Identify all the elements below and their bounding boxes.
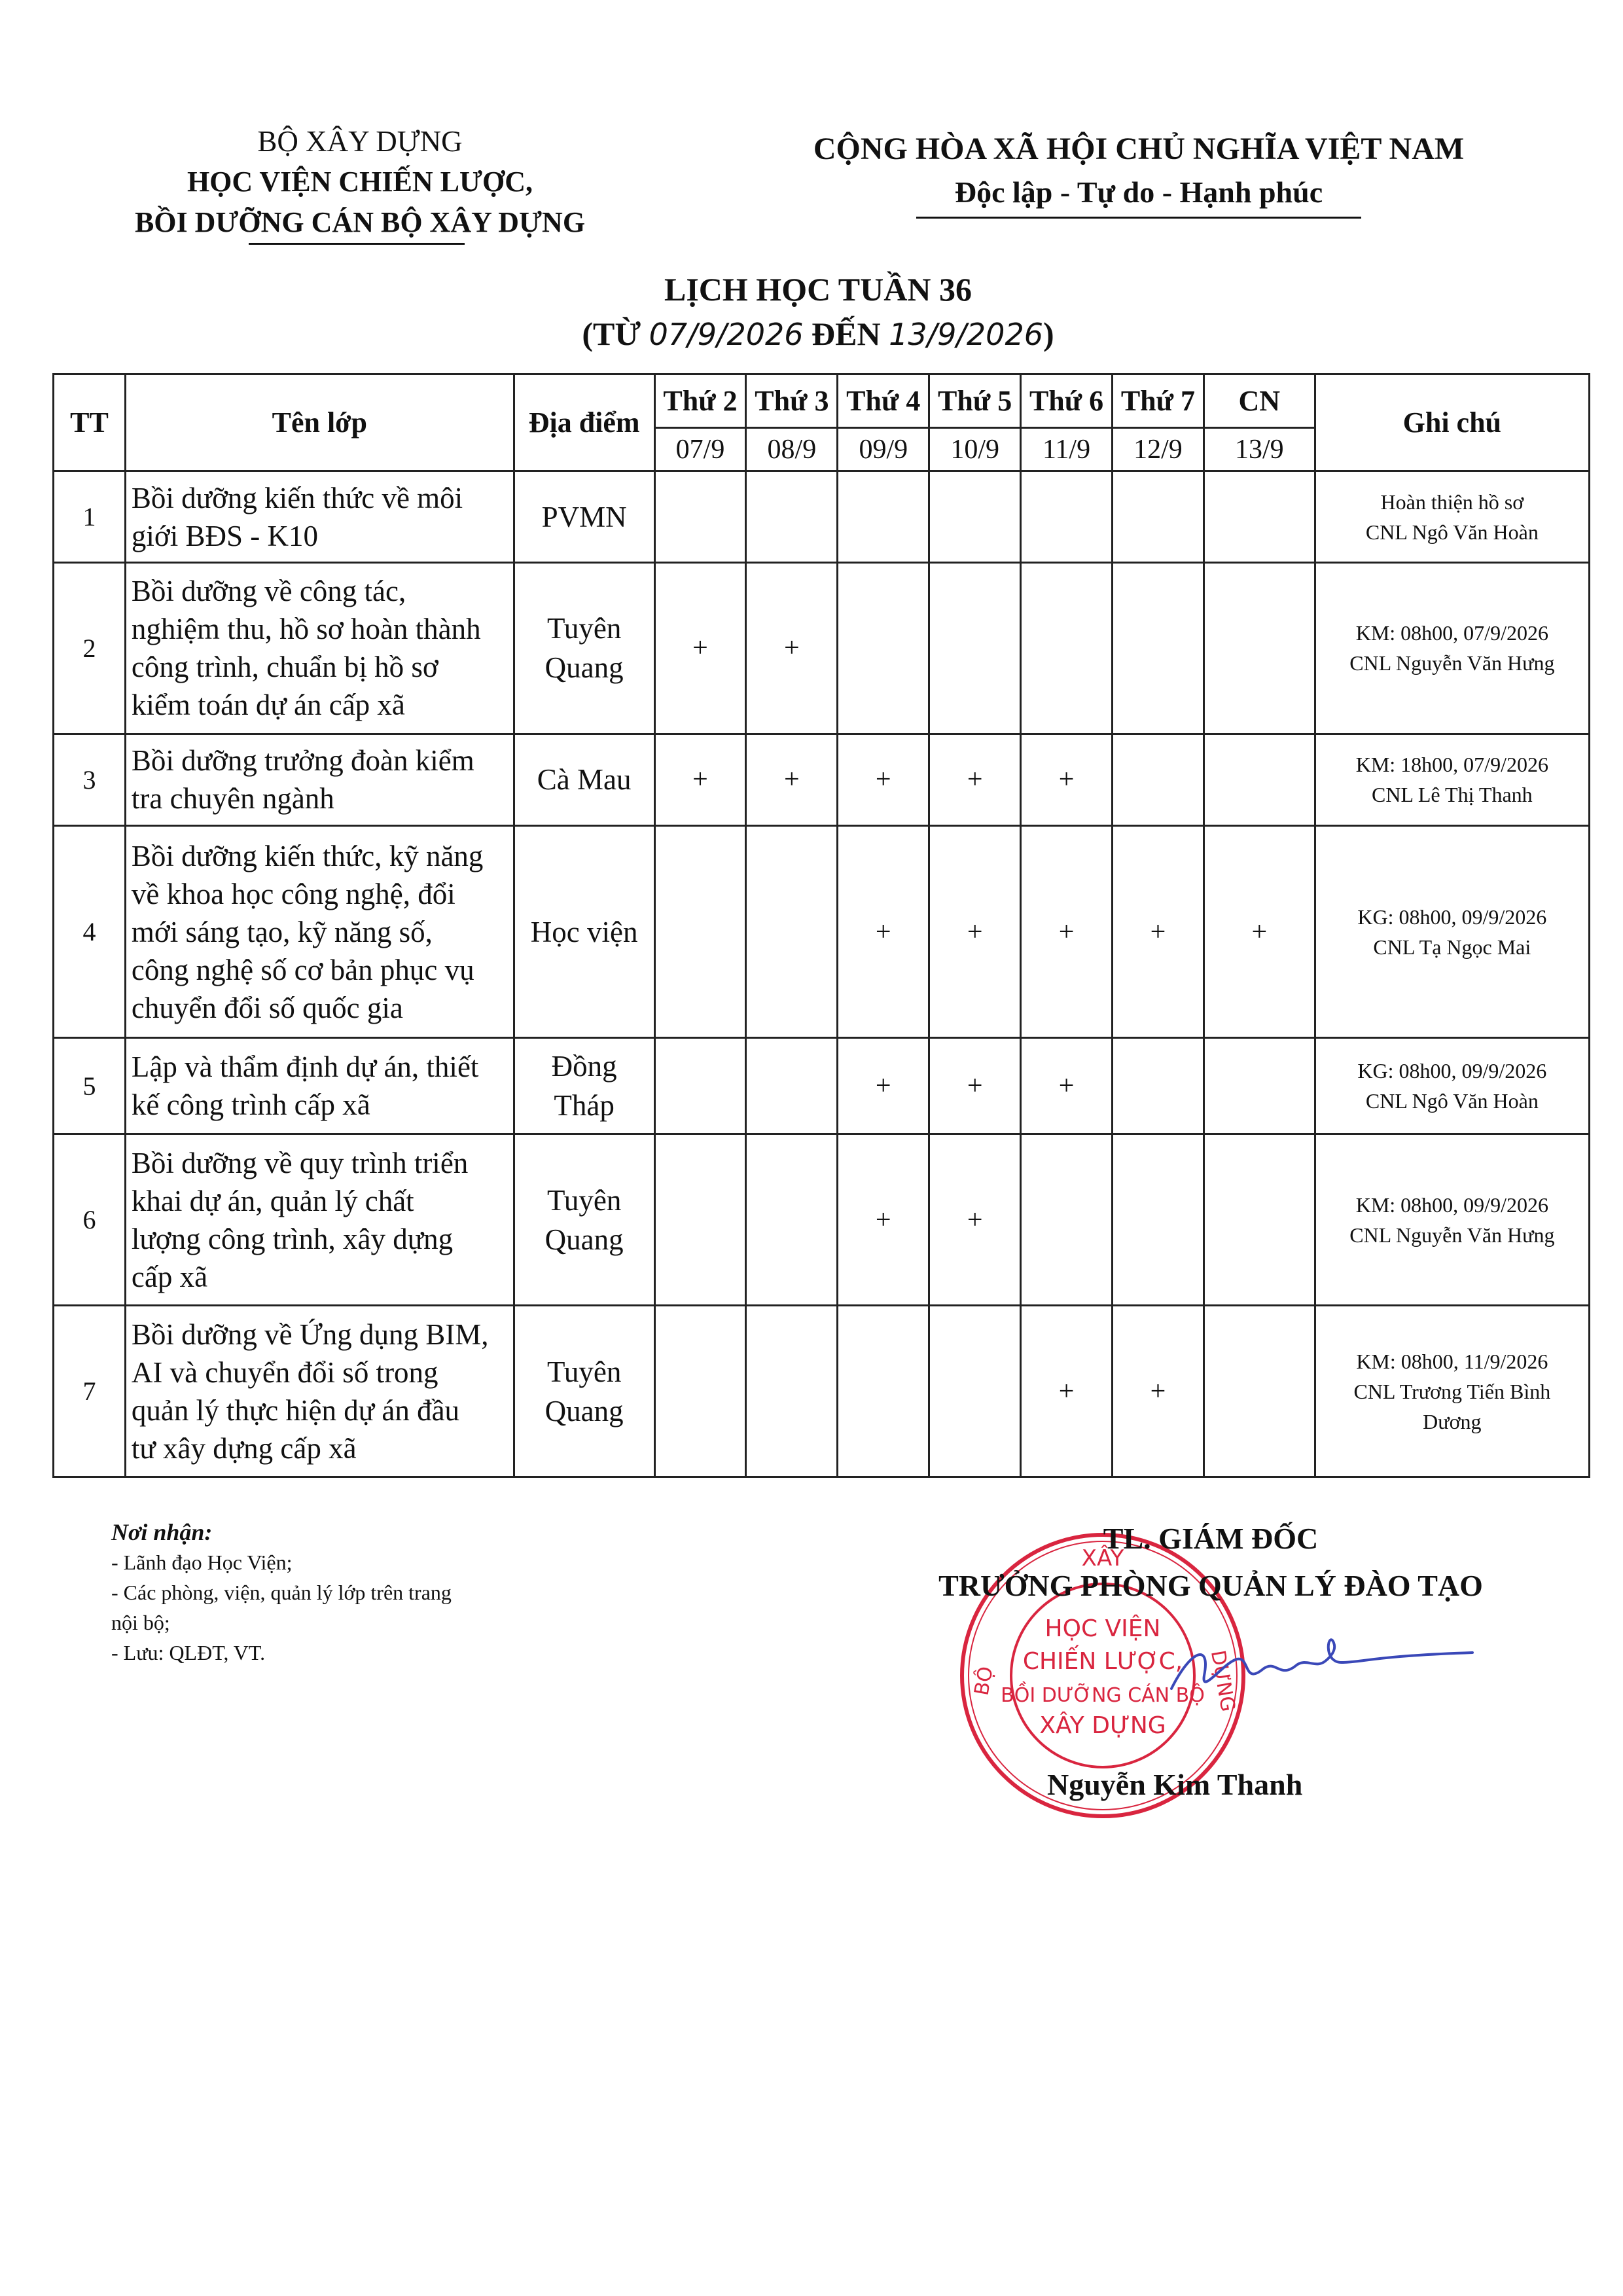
- note-line: Hoàn thiện hồ sơ: [1380, 490, 1524, 514]
- location-line: Tuyên: [546, 1183, 622, 1217]
- day-mark-cell: [1204, 1038, 1315, 1134]
- class-name-line: Bồi dưỡng về quy trình triển: [131, 1146, 469, 1179]
- note-line: KG: 08h00, 09/9/2026: [1357, 1059, 1547, 1083]
- header-date: 08/9: [746, 428, 838, 471]
- seal-center-line: HỌC VIỆN: [1044, 1615, 1161, 1642]
- header-note: Ghi chú: [1315, 374, 1589, 471]
- table-row: [54, 1134, 1590, 1306]
- day-mark-cell: [1021, 1134, 1113, 1306]
- header-day: Thứ 6: [1021, 374, 1113, 428]
- day-mark-cell: [838, 563, 929, 734]
- motto-underline: [916, 217, 1361, 219]
- header-row-days: [54, 374, 1590, 428]
- note-line: KM: 08h00, 07/9/2026: [1355, 621, 1548, 645]
- seal-ring-top: XÂY: [1081, 1545, 1124, 1571]
- signature-block: [851, 1515, 1571, 1609]
- location-cell: [514, 825, 654, 1038]
- note-line: CNL Nguyễn Văn Hưng: [1349, 1223, 1555, 1247]
- header-day: CN: [1204, 374, 1315, 428]
- day-mark-cell: +: [746, 563, 838, 734]
- note-cell: [1315, 471, 1589, 563]
- note-cell: [1315, 734, 1589, 825]
- table-row: [54, 734, 1590, 825]
- note-line: CNL Trương Tiến Bình: [1353, 1379, 1551, 1403]
- day-mark-cell: [838, 471, 929, 563]
- day-mark-cell: [929, 563, 1021, 734]
- table-row: [54, 1306, 1590, 1477]
- header-date: 13/9: [1204, 428, 1315, 471]
- day-mark-cell: +: [929, 1038, 1021, 1134]
- note-cell: [1315, 1134, 1589, 1306]
- day-mark-cell: +: [1021, 1306, 1113, 1477]
- header-tt: TT: [54, 374, 126, 471]
- recipients-label: Nơi nhận:: [111, 1519, 213, 1545]
- location-cell: [514, 734, 654, 825]
- signature-title-line1: TL. GIÁM ĐỐC: [1103, 1522, 1319, 1555]
- day-mark-cell: +: [746, 734, 838, 825]
- seal-center-line: BỒI DƯỠNG CÁN BỘ: [1001, 1684, 1205, 1707]
- row-number: 7: [54, 1306, 126, 1477]
- note-line: CNL Tạ Ngọc Mai: [1373, 935, 1531, 959]
- header-location: Địa điểm: [514, 374, 654, 471]
- schedule-body: [54, 471, 1590, 1477]
- table-row: [54, 825, 1590, 1038]
- class-name-cell: [125, 471, 514, 563]
- row-number: 3: [54, 734, 126, 825]
- note-line: Dương: [1423, 1409, 1482, 1433]
- row-number: 6: [54, 1134, 126, 1306]
- row-number: 5: [54, 1038, 126, 1134]
- day-mark-cell: +: [929, 1134, 1021, 1306]
- row-number: 1: [54, 471, 126, 563]
- class-name-line: chuyển đổi số quốc gia: [131, 991, 403, 1024]
- header-day: Thứ 5: [929, 374, 1021, 428]
- row-number: 2: [54, 563, 126, 734]
- header-left-underline: [249, 243, 465, 245]
- header-day: Thứ 3: [746, 374, 838, 428]
- location-cell: [514, 1038, 654, 1134]
- note-cell: [1315, 1306, 1589, 1477]
- header-date: 10/9: [929, 428, 1021, 471]
- day-mark-cell: [1113, 1038, 1204, 1134]
- day-mark-cell: [929, 471, 1021, 563]
- day-mark-cell: +: [838, 1038, 929, 1134]
- day-mark-cell: [746, 471, 838, 563]
- day-mark-cell: +: [1113, 1306, 1204, 1477]
- day-mark-cell: [654, 1306, 746, 1477]
- location-cell: [514, 1306, 654, 1477]
- class-name-line: khai dự án, quản lý chất: [131, 1184, 414, 1217]
- recipient-line: - Lãnh đạo Học Viện;: [111, 1551, 293, 1574]
- day-mark-cell: [1204, 471, 1315, 563]
- class-name-line: kế công trình cấp xã: [131, 1088, 370, 1122]
- class-name-line: lượng công trình, xây dựng: [131, 1222, 454, 1255]
- day-mark-cell: [746, 825, 838, 1038]
- class-name-line: công trình, chuẩn bị hồ sơ: [131, 651, 438, 684]
- note-cell: [1315, 563, 1589, 734]
- day-mark-cell: +: [838, 734, 929, 825]
- country-name: CỘNG HÒA XÃ HỘI CHỦ NGHĨA VIỆT NAM: [813, 132, 1465, 166]
- class-name-line: công nghệ số cơ bản phục vụ: [131, 953, 474, 986]
- location-line: Đồng: [551, 1050, 617, 1083]
- class-name-cell: [125, 734, 514, 825]
- day-mark-cell: [746, 1306, 838, 1477]
- note-line: CNL Ngô Văn Hoàn: [1365, 1089, 1539, 1113]
- title-mid: ĐẾN: [803, 315, 889, 352]
- day-mark-cell: [746, 1134, 838, 1306]
- header-date: 12/9: [1113, 428, 1204, 471]
- table-row: [54, 471, 1590, 563]
- day-mark-cell: [1204, 734, 1315, 825]
- day-mark-cell: +: [1113, 825, 1204, 1038]
- day-mark-cell: +: [838, 1134, 929, 1306]
- class-name-line: giới BĐS - K10: [131, 519, 318, 552]
- title-line2: [458, 312, 1178, 357]
- day-mark-cell: [654, 825, 746, 1038]
- class-name-cell: [125, 1134, 514, 1306]
- day-mark-cell: +: [1204, 825, 1315, 1038]
- class-name-line: kiểm toán dự án cấp xã: [131, 689, 405, 722]
- day-mark-cell: [1113, 471, 1204, 563]
- institute-name-line2: BỒI DƯỠNG CÁN BỘ XÂY DỰNG: [134, 206, 586, 238]
- class-name-line: Bồi dưỡng về Ứng dụng BIM,: [131, 1318, 489, 1351]
- day-mark-cell: [838, 1306, 929, 1477]
- header-day: Thứ 2: [654, 374, 746, 428]
- class-name-line: tra chuyên ngành: [131, 782, 334, 816]
- title-line1: LỊCH HỌC TUẦN 36: [664, 271, 972, 308]
- location-line: Tuyên: [546, 612, 622, 645]
- recipient-line: - Các phòng, viện, quản lý lớp trên trang: [111, 1581, 452, 1604]
- day-mark-cell: +: [654, 734, 746, 825]
- ministry-name: BỘ XÂY DỰNG: [257, 125, 463, 158]
- class-name-line: Lập và thẩm định dự án, thiết: [131, 1050, 479, 1084]
- location-line: Cà Mau: [537, 763, 632, 797]
- location-cell: [514, 471, 654, 563]
- header-class-name: Tên lớp: [125, 374, 514, 471]
- recipient-line: nội bộ;: [111, 1611, 170, 1634]
- location-line: Tuyên: [546, 1355, 622, 1388]
- recipient-line: - Lưu: QLĐT, VT.: [111, 1641, 266, 1664]
- class-name-line: Bồi dưỡng kiến thức, kỹ năng: [131, 839, 484, 872]
- recipients-block: [111, 1517, 582, 1668]
- day-mark-cell: [1204, 563, 1315, 734]
- day-mark-cell: +: [929, 734, 1021, 825]
- day-mark-cell: +: [1021, 825, 1113, 1038]
- document-title: [458, 267, 1178, 357]
- note-cell: [1315, 825, 1589, 1038]
- day-mark-cell: [929, 1306, 1021, 1477]
- location-line: Tháp: [554, 1089, 615, 1122]
- location-line: Quang: [544, 1394, 624, 1427]
- header-day: Thứ 7: [1113, 374, 1204, 428]
- class-name-line: Bồi dưỡng về công tác,: [131, 575, 406, 608]
- institute-name-line1: HỌC VIỆN CHIẾN LƯỢC,: [187, 166, 533, 198]
- note-cell: [1315, 1038, 1589, 1134]
- table-row: [54, 1038, 1590, 1134]
- location-line: PVMN: [541, 500, 627, 533]
- note-line: KG: 08h00, 09/9/2026: [1357, 905, 1547, 929]
- day-mark-cell: +: [1021, 734, 1113, 825]
- day-mark-cell: [1113, 563, 1204, 734]
- from-date: 07/9/2026: [649, 317, 804, 352]
- class-name-line: quản lý thực hiện dự án đầu: [131, 1393, 460, 1427]
- location-cell: [514, 1134, 654, 1306]
- seal-center-line: XÂY DỰNG: [1039, 1712, 1166, 1739]
- row-number: 4: [54, 825, 126, 1038]
- to-date: 13/9/2026: [889, 317, 1043, 352]
- class-name-cell: [125, 1306, 514, 1477]
- class-name-line: tư xây dựng cấp xã: [131, 1431, 357, 1465]
- schedule-table: [52, 373, 1590, 1478]
- class-name-line: cấp xã: [131, 1260, 208, 1293]
- day-mark-cell: +: [838, 825, 929, 1038]
- location-line: Quang: [544, 1223, 624, 1256]
- location-line: Học viện: [530, 915, 638, 948]
- location-cell: [514, 563, 654, 734]
- class-name-cell: [125, 825, 514, 1038]
- handwritten-signature: [1165, 1623, 1479, 1715]
- class-name-line: về khoa học công nghệ, đổi: [131, 877, 455, 910]
- seal-ring-left: BỘ: [970, 1664, 998, 1698]
- note-line: KM: 08h00, 09/9/2026: [1355, 1193, 1548, 1217]
- header-date: 07/9: [654, 428, 746, 471]
- note-line: CNL Lê Thị Thanh: [1372, 783, 1533, 807]
- day-mark-cell: [1113, 1134, 1204, 1306]
- class-name-cell: [125, 1038, 514, 1134]
- day-mark-cell: [1113, 734, 1204, 825]
- day-mark-cell: [654, 471, 746, 563]
- signer-name: Nguyễn Kim Thanh: [1047, 1768, 1303, 1801]
- header-date: 09/9: [838, 428, 929, 471]
- class-name-line: AI và chuyển đổi số trong: [131, 1355, 438, 1389]
- class-name-line: Bồi dưỡng trưởng đoàn kiểm: [131, 744, 474, 778]
- day-mark-cell: +: [929, 825, 1021, 1038]
- table-row: [54, 563, 1590, 734]
- class-name-cell: [125, 563, 514, 734]
- day-mark-cell: [654, 1134, 746, 1306]
- signature-title-line2: TRƯỞNG PHÒNG QUẢN LÝ ĐÀO TẠO: [938, 1569, 1483, 1602]
- title-suffix: ): [1043, 315, 1054, 352]
- note-line: CNL Nguyễn Văn Hưng: [1349, 651, 1555, 675]
- header-day: Thứ 4: [838, 374, 929, 428]
- title-prefix: (TỪ: [582, 315, 649, 352]
- day-mark-cell: [1204, 1134, 1315, 1306]
- class-name-line: Bồi dưỡng kiến thức về môi: [131, 481, 463, 514]
- location-line: Quang: [544, 651, 624, 685]
- recipients-list: [111, 1547, 582, 1668]
- national-motto: Độc lập - Tự do - Hạnh phúc: [954, 175, 1323, 209]
- day-mark-cell: [654, 1038, 746, 1134]
- note-line: KM: 08h00, 11/9/2026: [1356, 1349, 1548, 1373]
- national-header: [746, 128, 1531, 219]
- day-mark-cell: [746, 1038, 838, 1134]
- day-mark-cell: [1021, 471, 1113, 563]
- seal-ring-right: DỰNG: [1205, 1648, 1240, 1713]
- header-date: 11/9: [1021, 428, 1113, 471]
- seal-center-line: CHIẾN LƯỢC,: [1022, 1648, 1183, 1675]
- day-mark-cell: +: [1021, 1038, 1113, 1134]
- class-name-line: nghiệm thu, hồ sơ hoàn thành: [131, 613, 481, 646]
- day-mark-cell: +: [654, 563, 746, 734]
- day-mark-cell: [1204, 1306, 1315, 1477]
- note-line: KM: 18h00, 07/9/2026: [1355, 753, 1548, 777]
- note-line: CNL Ngô Văn Hoàn: [1365, 520, 1539, 544]
- issuer-header: [79, 121, 641, 245]
- class-name-line: mới sáng tạo, kỹ năng số,: [131, 915, 433, 948]
- day-mark-cell: [1021, 563, 1113, 734]
